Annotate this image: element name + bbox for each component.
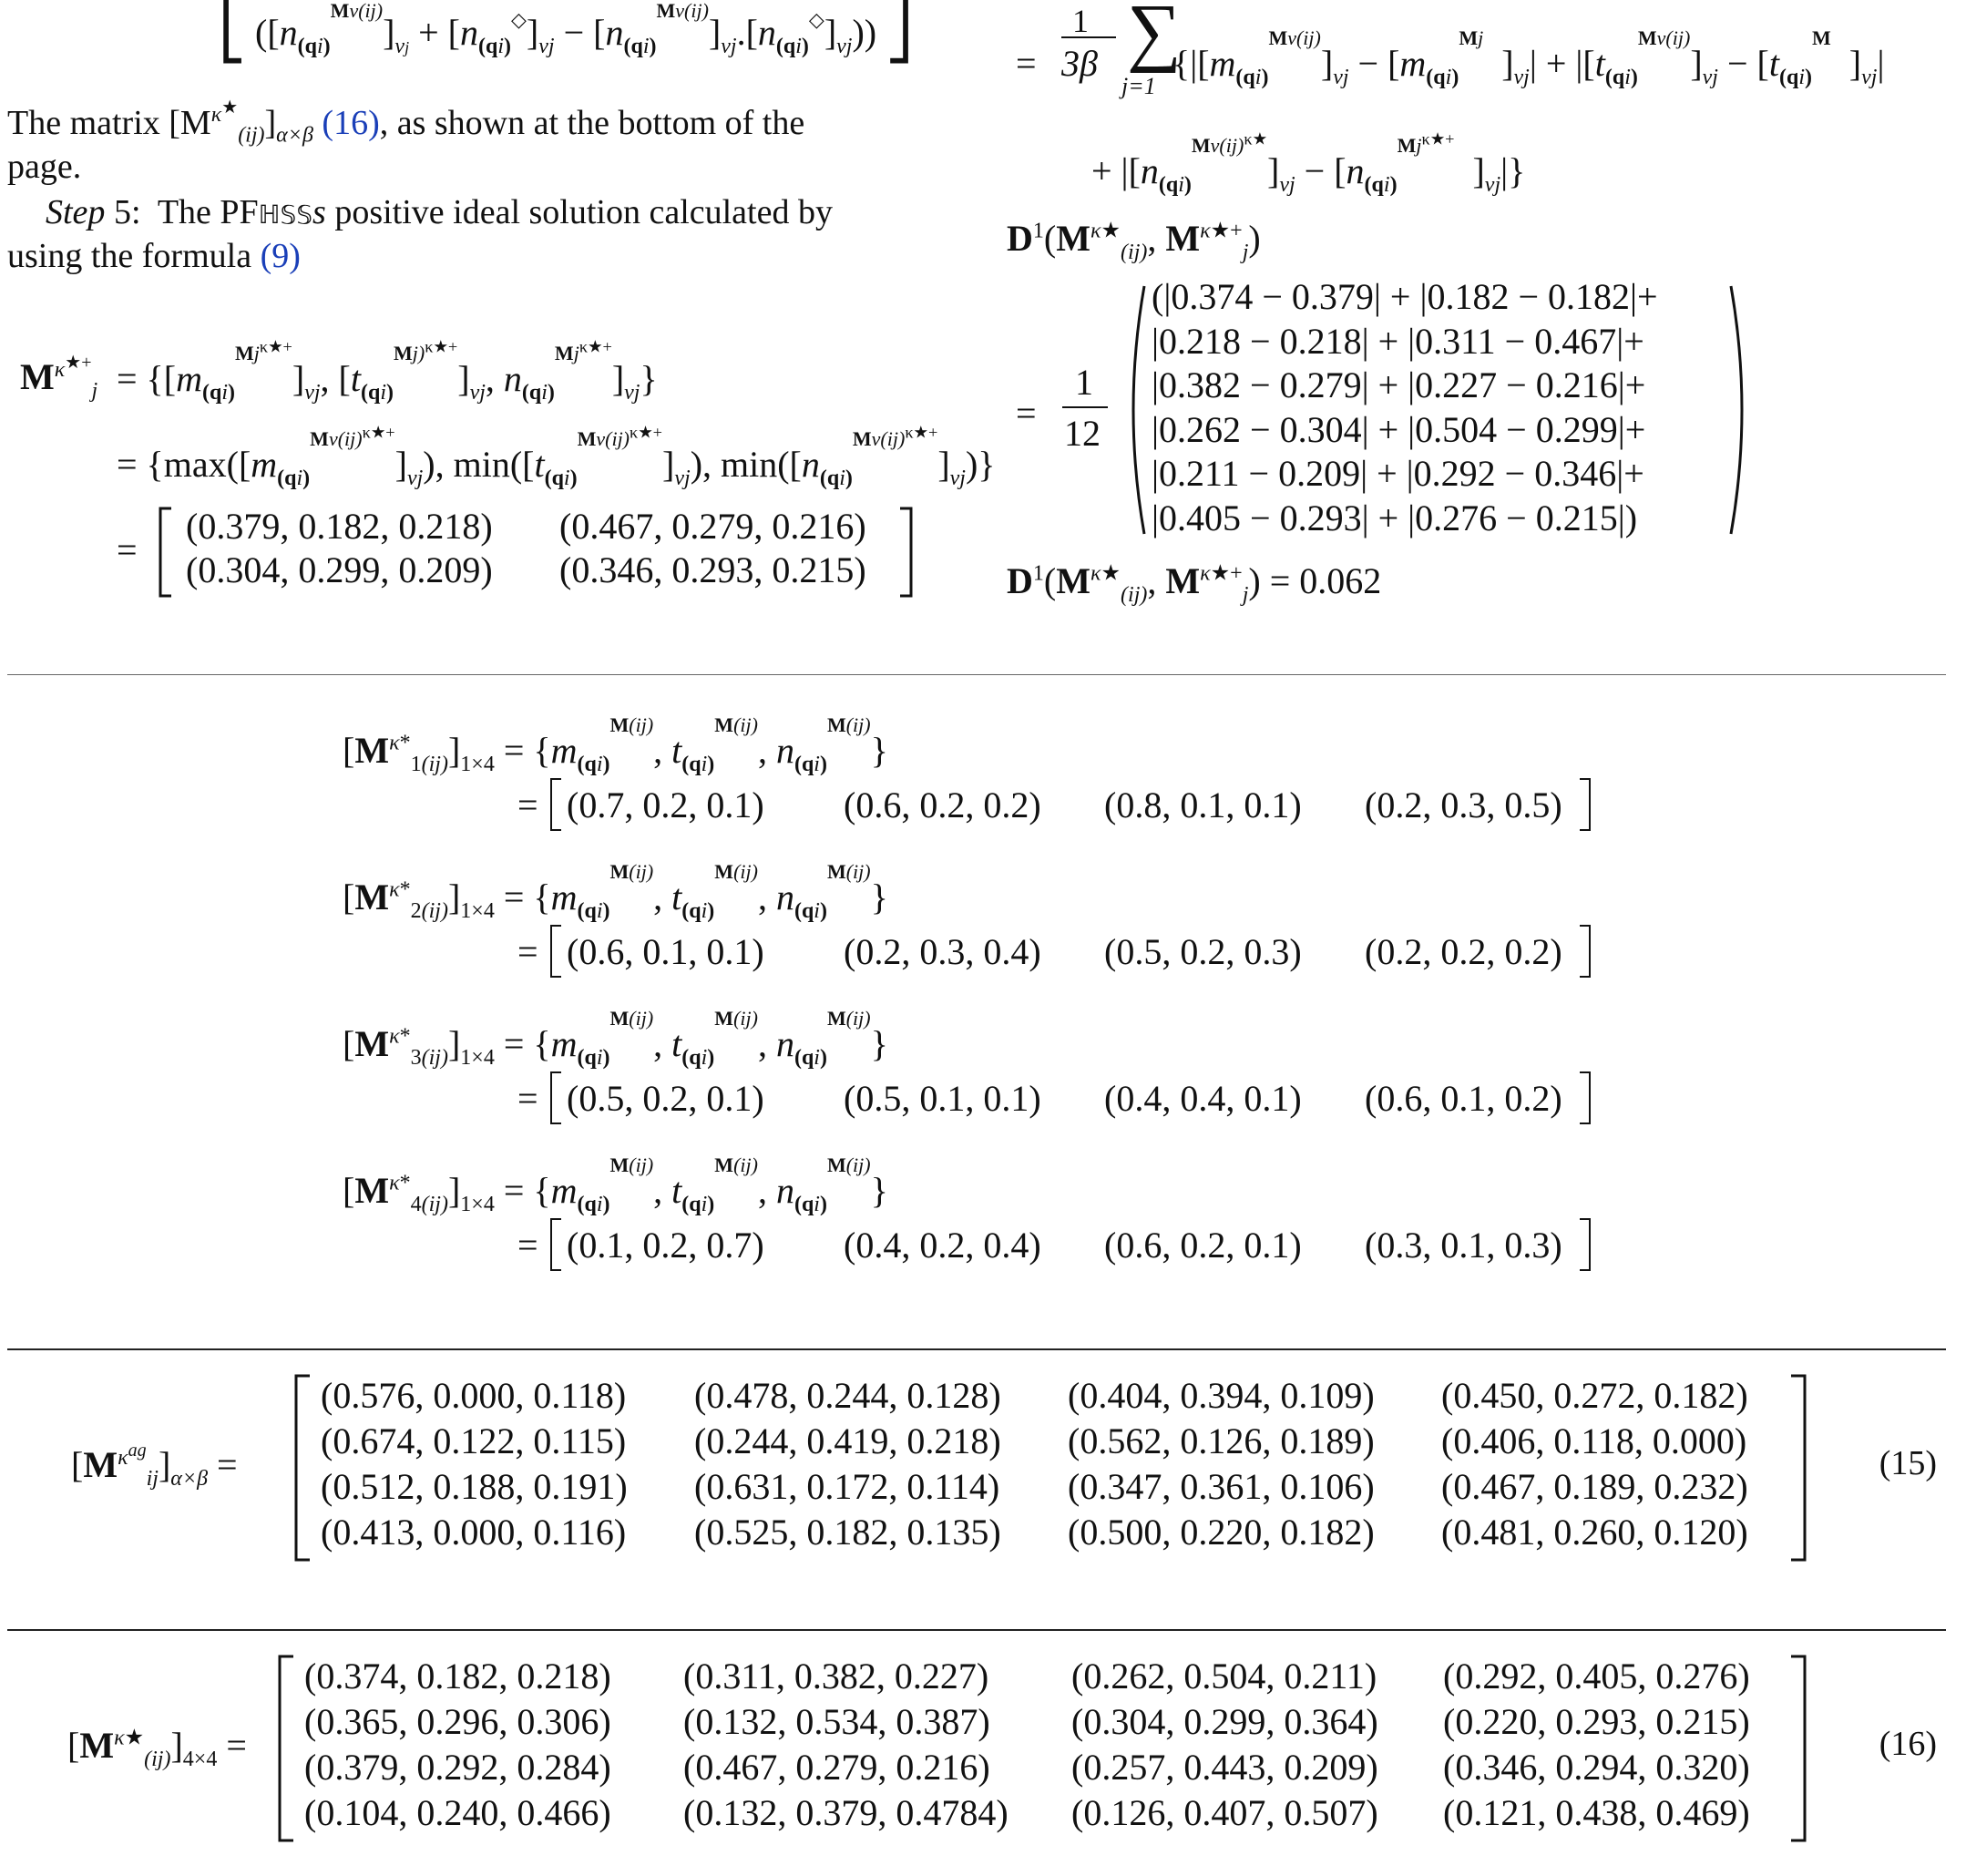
matrix-cell: (0.346, 0.294, 0.320) <box>1443 1747 1750 1788</box>
matrix-row <box>321 1420 1787 1465</box>
d1-result: $D^1(M^{\kappa★}_{(ij)}$, $M^{\kappa★+}_j) = 0.062$ <box>1007 560 1382 607</box>
matrix-cell: (0.512, 0.188, 0.191) <box>321 1466 628 1507</box>
paragraph-page-word: page. <box>7 148 82 186</box>
matrix-cell: (0.467, 0.189, 0.232) <box>1441 1466 1748 1507</box>
plus-n-line: + $|[n_{(qi)}^{Mv(ij)^{\kappa★}}]_{vj} - [n_{(qi)}^{Mj^{\kappa★+}}$ ]$_{vj}|$} <box>1091 129 1526 197</box>
matrix-cell: (0.1, 0.2, 0.7) <box>567 1225 764 1266</box>
matrix-cell: (0.5, 0.1, 0.1) <box>844 1078 1041 1119</box>
matrix-cell: (0.406, 0.118, 0.000) <box>1441 1420 1747 1461</box>
matrix-row <box>304 1791 1789 1837</box>
matrix-row-right-bracket <box>1580 1218 1591 1271</box>
matrix-cell: (0.631, 0.172, 0.114) <box>694 1466 1000 1507</box>
matrix-cell: (0.8, 0.1, 0.1) <box>1104 784 1302 825</box>
matrix-index: 3 <box>410 1046 422 1070</box>
matrix-cell: (0.244, 0.419, 0.218) <box>694 1420 1001 1461</box>
d1-label: $D^1(M^{\kappa★}_{(ij)}$, $M^{\kappa★+}_j$) <box>1007 218 1261 264</box>
matrix-index: 4 <box>410 1193 422 1216</box>
matrix-cell: (0.4, 0.4, 0.1) <box>1104 1078 1302 1119</box>
eq16-left-bracket <box>275 1655 297 1842</box>
matrix-row <box>304 1655 1789 1700</box>
eq16-link[interactable]: (16) <box>322 104 380 142</box>
matrix-row-left-bracket <box>550 1071 561 1124</box>
eq9-link[interactable]: (9) <box>260 237 301 275</box>
matrix-cell: (0.374, 0.182, 0.218) <box>304 1656 611 1697</box>
pis-eq-line1: = {$[m_{(qi)}^{Mj^{\kappa★+}}]_{vj}$, $[t_{(qi)}^{Mj)^{\kappa★+}}]_{vj}$, $n_{(qi)}^{Mj^{\kappa★+}}]_{vj}$} <box>117 337 658 405</box>
eq15-matrix <box>321 1374 1787 1556</box>
matrix-eq-sign: = <box>517 1225 538 1266</box>
fraction-den: 12 <box>1064 413 1101 454</box>
separator-rule <box>7 674 1946 675</box>
eq16-matrix <box>304 1655 1789 1837</box>
matrices-block <box>0 692 1966 1276</box>
abs-line: |0.211 − 0.209| + |0.292 − 0.346|+ <box>1152 453 1644 494</box>
eq15-number: (15) <box>1879 1444 1937 1482</box>
matrix-cell: (0.132, 0.534, 0.387) <box>683 1701 990 1742</box>
fraction-eq: = <box>1016 393 1037 434</box>
matrix-cell: (0.576, 0.000, 0.118) <box>321 1375 627 1416</box>
pis-matrix-left-bracket <box>157 507 175 598</box>
matrix-cell: (0.262, 0.504, 0.211) <box>1071 1656 1377 1697</box>
matrix-eq-sign: = <box>517 1078 538 1119</box>
eq16-lhs: $[M^{\kappa★}_{(ij)}]_{4\times 4}$ = <box>67 1725 247 1771</box>
matrix-cell: (0.5, 0.2, 0.3) <box>1104 931 1302 972</box>
matrix-cell: (0.404, 0.394, 0.109) <box>1068 1375 1375 1416</box>
matrix-def-line: $[M^{\kappa*}_{4(ij)}]_{1\times 4} = \{m_{(qi)}^{M(ij)}$, $t_{(qi)}^{M(ij)}$, $n_{(qi)}^{M(ij)}$} <box>343 1153 888 1216</box>
matrix-cell: (0.365, 0.296, 0.306) <box>304 1701 611 1742</box>
matrix-row-left-bracket <box>550 778 561 831</box>
matrix-cell: (0.6, 0.2, 0.2) <box>844 784 1041 825</box>
matrix-cell: (0.6, 0.1, 0.1) <box>567 931 764 972</box>
matrix-row <box>321 1511 1787 1556</box>
matrix-cell: (0.562, 0.126, 0.189) <box>1068 1420 1375 1461</box>
pis-eq-sign: = <box>117 529 138 570</box>
matrix-cell: (0.2, 0.3, 0.5) <box>1365 784 1562 825</box>
matrix-cell: (0.104, 0.240, 0.466) <box>304 1792 611 1833</box>
step5-paragraph: Step 5: The PFℍ𝕊𝕊s positive ideal solution calculated by <box>46 193 833 231</box>
pis-matrix-right-bracket <box>896 507 915 598</box>
matrix-row-right-bracket <box>1580 925 1591 978</box>
fraction-num: 1 <box>1075 362 1093 403</box>
matrix-cell: (0.525, 0.182, 0.135) <box>694 1512 1001 1553</box>
eq16-right-bracket <box>1787 1655 1809 1842</box>
matrix-cell: (0.220, 0.293, 0.215) <box>1443 1701 1750 1742</box>
matrix-cell: (0.2, 0.2, 0.2) <box>1365 931 1562 972</box>
matrix-cell: (0.311, 0.382, 0.227) <box>683 1656 989 1697</box>
matrix-def-line: $[M^{\kappa*}_{2(ij)}]_{1\times 4} = \{m_{(qi)}^{M(ij)}$, $t_{(qi)}^{M(ij)}$, $n_{(qi)}^{M(ij)}$} <box>343 860 888 923</box>
pis-eq-line2: = {$\max([m_{(qi)}^{Mv(ij)^{\kappa★+}}]_{vj})$, $\min([t_{(qi)}^{Mv(ij)^{\kappa★+}}]_{vj})$, $\min([n_{(qi)}^{Mv(ij)^{\kappa★+}}]_{vj})$} <box>117 423 996 490</box>
matrix-cell: (0.4, 0.2, 0.4) <box>844 1225 1041 1266</box>
matrix-cell: (0.413, 0.000, 0.116) <box>321 1512 627 1553</box>
matrix-eq-sign: = <box>517 784 538 825</box>
matrix-cell: (0.500, 0.220, 0.182) <box>1068 1512 1375 1553</box>
matrix-cell: (0.467, 0.279, 0.216) <box>559 506 866 547</box>
matrix-cell: (0.6, 0.2, 0.1) <box>1104 1225 1302 1266</box>
separator-rule <box>7 1629 1946 1631</box>
matrix-cell: (0.481, 0.260, 0.120) <box>1441 1512 1748 1553</box>
matrix-eq-sign: = <box>517 931 538 972</box>
fraction-bar <box>1062 406 1108 408</box>
abs-line: |0.262 − 0.304| + |0.504 − 0.299|+ <box>1152 408 1646 450</box>
matrix-index: 1 <box>410 753 422 776</box>
pis-matrix-row <box>186 505 896 548</box>
matrix-cell: (0.379, 0.182, 0.218) <box>186 506 493 547</box>
matrix-row <box>321 1374 1787 1420</box>
matrix-index: 2 <box>410 899 422 923</box>
eq15-left-bracket <box>292 1374 313 1562</box>
matrix-cell: (0.6, 0.1, 0.2) <box>1365 1078 1562 1119</box>
matrix-cell: (0.478, 0.244, 0.128) <box>694 1375 1001 1416</box>
abs-left-paren <box>1121 282 1148 538</box>
sum-lower-limit: j=1 <box>1121 73 1156 99</box>
matrix-def-line: $[M^{\kappa*}_{1(ij)}]_{1\times 4} = \{m_{(qi)}^{M(ij)}$, $t_{(qi)}^{M(ij)}$, $n_{(qi)}^{M(ij)}$} <box>343 713 888 776</box>
matrix-row <box>304 1746 1789 1791</box>
matrix-def-line: $[M^{\kappa*}_{3(ij)}]_{1\times 4} = \{m_{(qi)}^{M(ij)}$, $t_{(qi)}^{M(ij)}$, $n_{(qi)}^{M(ij)}$} <box>343 1007 888 1070</box>
matrix-cell: (0.347, 0.361, 0.106) <box>1068 1466 1375 1507</box>
matrix-row-left-bracket <box>550 1218 561 1271</box>
abs-right-paren <box>1727 282 1755 538</box>
matrix-cell: (0.346, 0.293, 0.215) <box>559 549 866 590</box>
matrix-cell: (0.132, 0.379, 0.4784) <box>683 1792 1009 1833</box>
matrix-cell: (0.674, 0.122, 0.115) <box>321 1420 627 1461</box>
matrix-row-right-bracket <box>1580 1071 1591 1124</box>
pis-matrix <box>186 505 896 592</box>
matrix-cell: (0.3, 0.1, 0.3) <box>1365 1225 1562 1266</box>
matrix-cell: (0.5, 0.2, 0.1) <box>567 1078 764 1119</box>
abs-line: |0.405 − 0.293| + |0.276 − 0.215|) <box>1152 497 1638 538</box>
matrix-cell: (0.467, 0.279, 0.216) <box>683 1747 990 1788</box>
matrix-cell: (0.304, 0.299, 0.364) <box>1071 1701 1378 1742</box>
eq15-right-bracket <box>1787 1374 1809 1562</box>
matrix-cell: (0.304, 0.299, 0.209) <box>186 549 493 590</box>
left-top-bracket-line: ⎣ $([n_{(qi)}^{Mv(ij)}]_{vj} + [n_{(qi)}^◇]_{vj} - [n_{(qi)}^{Mv(ij)}]_{vj}.[n_{(qi)}^◇]_{vj})$) ⎦ <box>219 0 914 62</box>
matrix-cell: (0.126, 0.407, 0.507) <box>1071 1792 1378 1833</box>
step5-paragraph-cont: using the formula (9) <box>7 237 301 275</box>
matrix-row <box>321 1465 1787 1511</box>
abs-lines <box>1152 275 1658 540</box>
abs-line: |0.218 − 0.218| + |0.311 − 0.467|+ <box>1152 320 1644 362</box>
matrix-cell: (0.257, 0.443, 0.209) <box>1071 1747 1378 1788</box>
pis-lhs: $M^{\kappa^{★+}}_j$ <box>20 352 98 403</box>
separator-rule <box>7 1348 1946 1350</box>
matrix-row <box>304 1700 1789 1746</box>
matrix-row-left-bracket <box>550 925 561 978</box>
eq16-number: (16) <box>1879 1725 1937 1763</box>
matrix-cell: (0.379, 0.292, 0.284) <box>304 1747 611 1788</box>
abs-line: |0.382 − 0.279| + |0.227 − 0.216|+ <box>1152 364 1646 405</box>
matrix-row-right-bracket <box>1580 778 1591 831</box>
matrix-cell: (0.121, 0.438, 0.469) <box>1443 1792 1750 1833</box>
matrix-cell: (0.450, 0.272, 0.182) <box>1441 1375 1748 1416</box>
eq15-lhs: $[M^{\kappa^{ag}}_{ij}]_{\alpha\times\beta}$ = <box>71 1440 238 1491</box>
matrix-cell: (0.2, 0.3, 0.4) <box>844 931 1041 972</box>
paragraph-matrix-ref: The matrix $[M^{\kappa^★}_{(ij)}]_{\alpha\times\beta}$ (16), as shown at the bottom of the <box>7 97 805 148</box>
pis-matrix-row <box>186 548 896 592</box>
matrix-cell: (0.7, 0.2, 0.1) <box>567 784 764 825</box>
matrix-cell: (0.292, 0.405, 0.276) <box>1443 1656 1750 1697</box>
abs-line: (|0.374 − 0.379| + |0.182 − 0.182|+ <box>1152 276 1658 317</box>
